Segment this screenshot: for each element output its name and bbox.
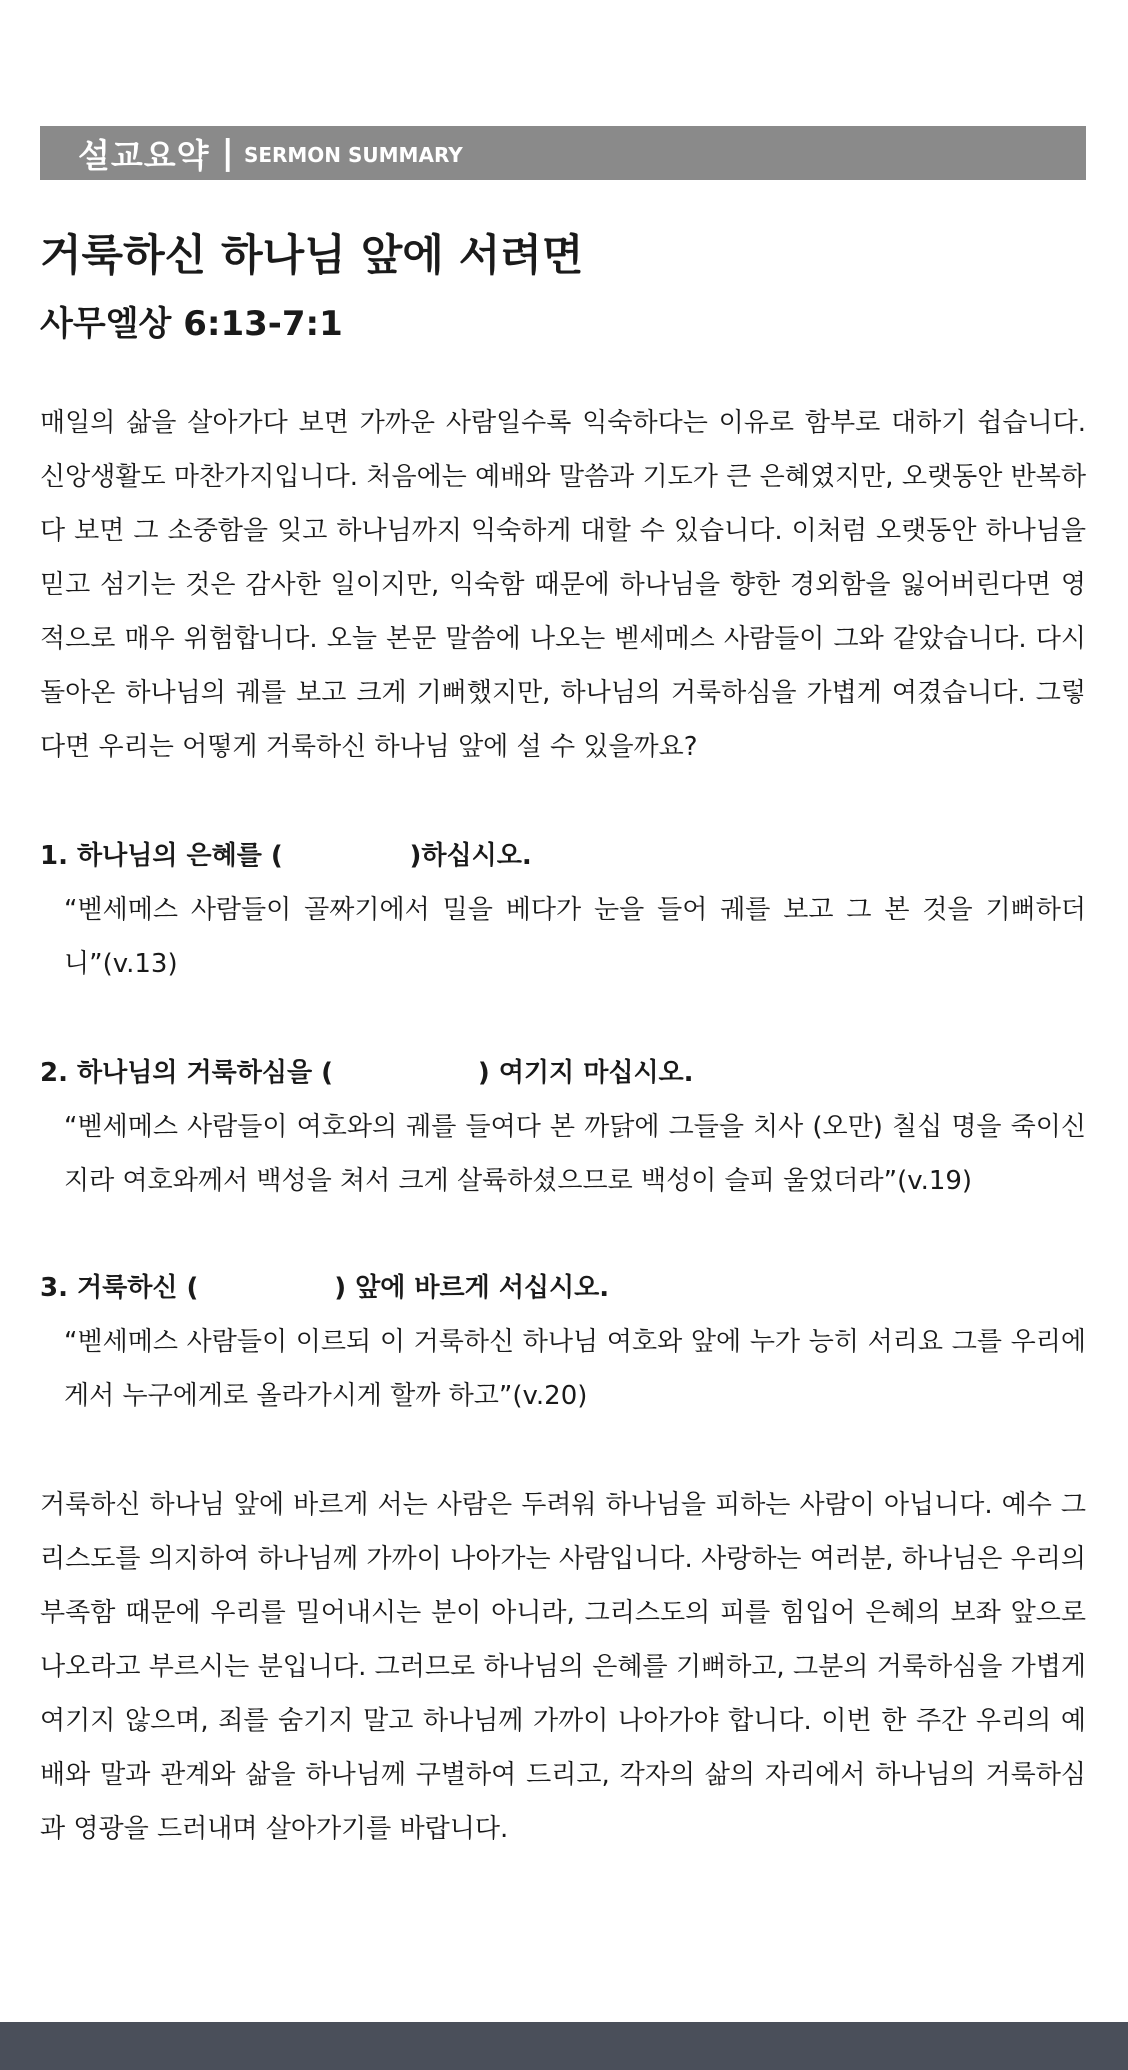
point-heading: 3. 거룩하신 ( ) 앞에 바르게 서십시오. [40, 1273, 610, 1303]
conclusion-paragraph: 거룩하신 하나님 앞에 바르게 서는 사람은 두려워 하나님을 피하는 사람이 아닙니다. 예수 그리스도를 의지하여 하나님께 가까이 나아가는 사람입니다. 사랑하는 여러분, 하나님은 우리의 부족함 때문에 우리를 밀어내시는 분이 아니라, 그리스도의 피를 힘입어 은혜의 보좌 앞으로 나오라고 부르시는 분입니다. 그러므로 하나님의 은혜를 기뻐하고, 그분의 거룩하심을 가볍게 여기지 않으며, 죄를 숨기지 말고 하나님께 가까이 나아가야 합니다. 이번 한 주간 우리의 예배와 말과 관계와 삶을 하나님께 구별하여 드리고, 각자의 삶의 자리에서 하나님의 거룩하심과 영광을 드러내며 살아가기를 바랍니다. [40, 1490, 1086, 1844]
section-header-bar [40, 126, 1086, 180]
section-title-english: SERMON SUMMARY [243, 143, 463, 167]
scripture-reference: 사무엘상 6:13-7:1 [40, 304, 343, 344]
point-verse: “벧세메스 사람들이 골짜기에서 밀을 베다가 눈을 들어 궤를 보고 그 본 것을 기뻐하더니”(v.13) [64, 895, 1086, 979]
point-heading: 1. 하나님의 은혜를 ( )하십시오. [40, 841, 532, 871]
section-title-korean: 설교요약 [78, 135, 210, 175]
sermon-point-2 [40, 1046, 1086, 1208]
section-title-separator: | [221, 133, 234, 173]
point-verse: “벧세메스 사람들이 여호와의 궤를 들여다 본 까닭에 그들을 치사 (오만) 칠십 명을 죽이신지라 여호와께서 백성을 쳐서 크게 살륙하셨으므로 백성이 슬피 울었더라”(v.19) [64, 1112, 1086, 1196]
intro-paragraph: 매일의 삶을 살아가다 보면 가까운 사람일수록 익숙하다는 이유로 함부로 대하기 쉽습니다. 신앙생활도 마찬가지입니다. 처음에는 예배와 말씀과 기도가 큰 은혜였지만, 오랫동안 반복하다 보면 그 소중함을 잊고 하나님까지 익숙하게 대할 수 있습니다. 이처럼 오랫동안 하나님을 믿고 섬기는 것은 감사한 일이지만, 익숙함 때문에 하나님을 향한 경외함을 잃어버린다면 영적으로 매우 위험합니다. 오늘 본문 말씀에 나오는 벧세메스 사람들이 그와 같았습니다. 다시 돌아온 하나님의 궤를 보고 크게 기뻐했지만, 하나님의 거룩하심을 가볍게 여겼습니다. 그렇다면 우리는 어떻게 거룩하신 하나님 앞에 설 수 있을까요? [40, 408, 1086, 762]
point-heading: 2. 하나님의 거룩하심을 ( ) 여기지 마십시오. [40, 1058, 694, 1088]
sermon-point-3 [40, 1261, 1086, 1423]
footer-bar [0, 2022, 1128, 2070]
point-verse: “벧세메스 사람들이 이르되 이 거룩하신 하나님 여호와 앞에 누가 능히 서리요 그를 우리에게서 누구에게로 올라가시게 할까 하고”(v.20) [64, 1327, 1086, 1411]
sermon-title: 거룩하신 하나님 앞에 서려면 [40, 231, 584, 281]
sermon-point-1 [40, 829, 1086, 991]
